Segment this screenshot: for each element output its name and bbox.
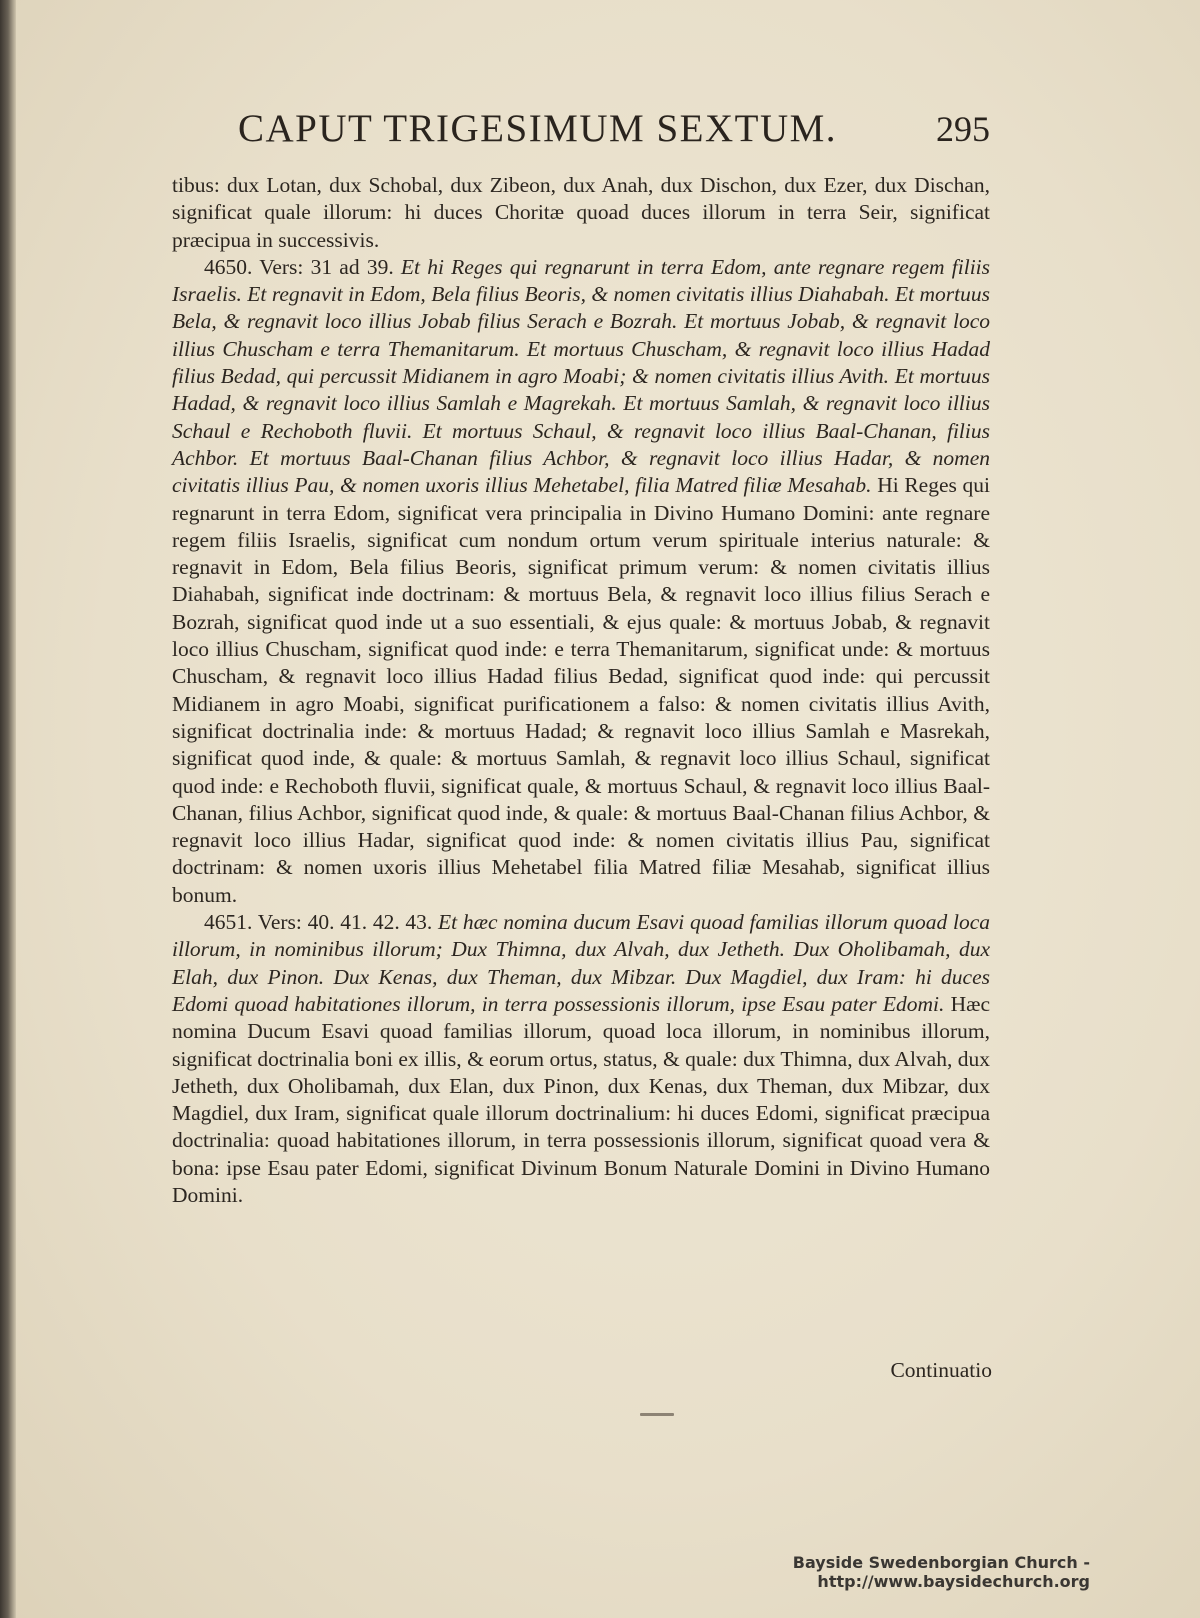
paragraph-4651 xyxy=(172,909,990,1209)
page-number: 295 xyxy=(936,109,990,149)
paragraph-lead: 4651. Vers: 40. 41. 42. 43. xyxy=(204,910,433,935)
paragraph-4650 xyxy=(172,254,990,909)
paragraph-continued: tibus: dux Lotan, dux Schobal, dux Zibeon, dux Anah, dux Dischon, dux Ezer, dux Dischan, significat quale illorum: hi duces Choritæ quoad duces illorum in terra Seir, significat præcipua in successivis. xyxy=(172,173,990,252)
running-head: CAPUT TRIGESIMUM SEXTUM. xyxy=(238,107,838,150)
paragraph-lead: 4650. Vers: 31 ad 39. xyxy=(204,254,394,279)
footer-credit: Bayside Swedenborgian Church - http://www.baysidechurch.org xyxy=(792,1553,1090,1591)
catchword: Continuatio xyxy=(890,1358,992,1382)
page-header xyxy=(230,106,990,166)
printer-mark xyxy=(640,1413,674,1416)
book-spine-shadow xyxy=(0,0,16,1618)
scripture-quote: Et hæc nomina ducum Esavi quoad familias illorum quoad loca illorum, in nominibus illorum; Dux Thimna, dux Alvah, dux Jetheth. Dux Oholibamah, dux Elah, dux Pinon. Dux Kenas, dux Theman, dux Mibzar. Dux Magdiel, dux Iram: hi duces Edomi quoad habitationes illorum, in terra possessionis illorum, ipse Esau pater Edomi. xyxy=(172,910,990,1016)
scripture-quote: Et hi Reges qui regnarunt in terra Edom, ante regnare regem filiis Israelis. Et regnavit in Edom, Bela filius Beoris, & nomen civitatis illius Diahabah. Et mortuus Bela, & regnavit loco illius Jobab filius Serach e Bozrah. Et mortuus Jobab, & regnavit loco illius Chuscham e terra Themanitarum. Et mortuus Chuscham, & regnavit loco illius Hadad filius Bedad, qui percussit Midianem in agro Moabi; & nomen civitatis illius Avith. Et mortuus Hadad, & regnavit loco illius Samlah e Magrekah. Et mortuus Samlah, & regnavit loco illius Schaul e Rechoboth fluvii. Et mortuus Schaul, & regnavit loco illius Baal-Chanan, filius Achbor. Et mortuus Baal-Chanan filius Achbor, & regnavit loco illius Hadar, & nomen civitatis illius Pau, & nomen uxoris illius Mehetabel, filia Matred filiæ Mesahab. xyxy=(172,254,991,498)
page-body xyxy=(172,172,990,1209)
paragraph-explanation: Hæc nomina Ducum Esavi quoad familias illorum, quoad loca illorum, in nominibus illorum, significat doctrinalia boni ex illis, & eorum ortus, status, & quale: dux Thimna, dux Alvah, dux Jetheth, dux Oholibamah, dux Elan, dux Pinon, dux Kenas, dux Theman, dux Mibzar, dux Magdiel, dux Iram, significat quale illorum doctrinalium: hi duces Edomi, significat præcipua doctrinalia: quoad habitationes illorum, in terra possessionis illorum, significat quoad vera & bona: ipse Esau pater Edomi, significat Divinum Bonum Naturale Domini in Divino Humano Domini. xyxy=(172,991,990,1207)
paragraph-explanation: Hi Reges qui regnarunt in terra Edom, significat vera principalia in Divino Humano Domini: ante regnare regem filiis Israelis, significat cum nondum ortum verum spirituale interius naturale: & regnavit in Edom, Bela filius Beoris, significat primum verum: & nomen civitatis illius Diahabah, significat inde doctrinam: & mortuus Bela, & regnavit loco illius filius Serach e Bozrah, significat quod inde ut a suo essentiali, & ejus quale: & mortuus Jobab, & regnavit loco illius Chuscham, significat quod inde: e terra Themanitarum, significat unde: & mortuus Chuscham, & regnavit loco illius Hadad filius Bedad, significat quod inde: qui percussit Midianem in agro Moabi, significat purificationem a falso: & nomen civitatis illius Avith, significat doctrinalia inde: & mortuus Hadad; & regnavit loco illius Samlah e Masrekah, significat quod inde, & quale: & mortuus Samlah, & regnavit loco illius Schaul, significat quod inde: e Rechoboth fluvii, significat quale, & mortuus Schaul, & regnavit loco illius Baal-Chanan, filius Achbor, significat quod inde, & quale: & mortuus Baal-Chanan filius Achbor, & regnavit loco illius Hadar, significat quod inde: & nomen civitatis illius Pau, significat doctrinam: & nomen uxoris illius Mehetabel filia Matred filiæ Mesahab, significat illius bonum. xyxy=(172,473,990,907)
